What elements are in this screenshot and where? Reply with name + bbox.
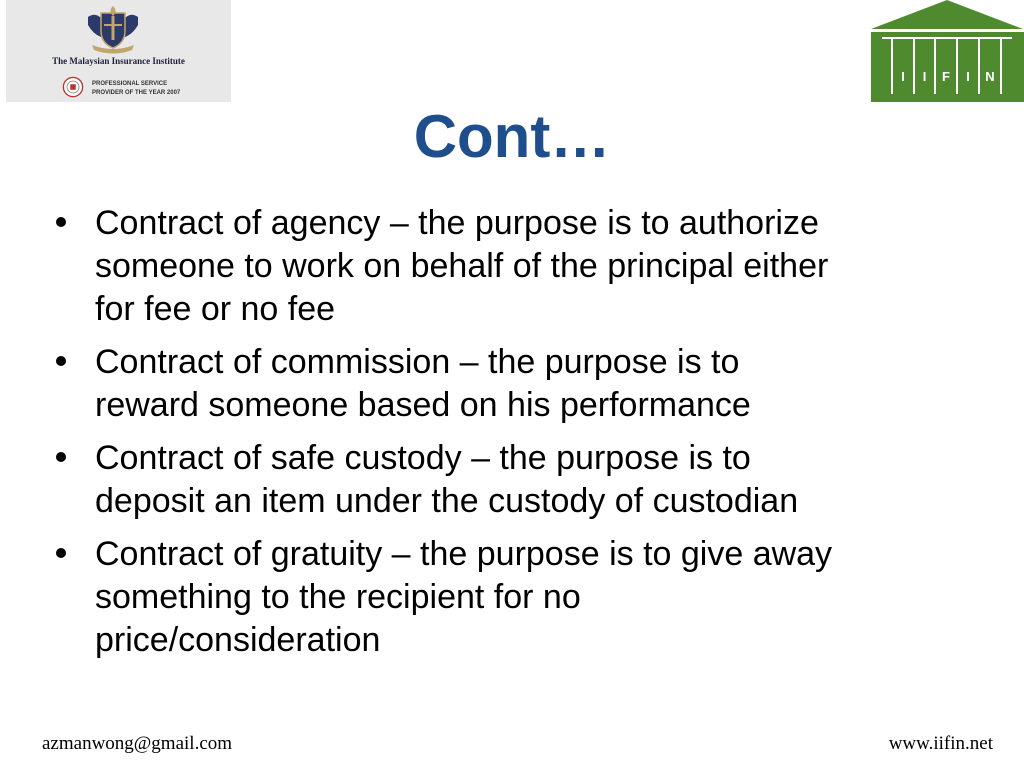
bullet-text-line: Contract of agency – the purpose is to authorize (95, 204, 819, 242)
slide-title: Cont… (413, 103, 611, 170)
bullet-item (0, 533, 1024, 662)
building-logo-icon (870, 0, 1024, 102)
bullet-text-line: price/consideration (95, 621, 381, 659)
mii-logo (6, 0, 231, 102)
footer-website: www.iifin.net (888, 733, 993, 754)
bullet-text-line: Contract of commission – the purpose is to (95, 343, 740, 381)
bullet-text-line: deposit an item under the custody of custodian (95, 482, 799, 520)
crest-icon (85, 3, 141, 55)
footer-email: azmanwong@gmail.com (42, 733, 233, 754)
mii-award-line: PROFESSIONAL SERVICE (92, 81, 168, 87)
iifin-roof (871, 0, 1023, 29)
bullet-item (0, 341, 1024, 427)
bullet-text-line: something to the recipient for no (95, 578, 581, 616)
iifin-letter: N (985, 69, 995, 84)
bullet-text-line: Contract of safe custody – the purpose is to (95, 439, 751, 477)
crest-left-wing (88, 15, 101, 37)
bullet-list (0, 202, 1024, 672)
bullet-dot-icon (56, 548, 66, 558)
bullet-text-line: someone to work on behalf of the principal either (95, 247, 829, 285)
mii-award-text (92, 80, 180, 97)
bullet-dot-icon (56, 356, 66, 366)
iifin-letter: F (942, 69, 950, 84)
iifin-letter: I (922, 69, 927, 84)
mii-award-line: PROVIDER OF THE YEAR 2007 (92, 89, 181, 96)
bullet-dot-icon (56, 217, 66, 227)
bullet-text-line: reward someone based on his performance (95, 386, 751, 424)
crest-right-wing (125, 15, 138, 37)
bullet-dot-icon (56, 452, 66, 462)
iifin-letter: I (966, 69, 970, 84)
iifin-letter: I (901, 69, 905, 84)
bullet-text-line: Contract of gratuity – the purpose is to give away (95, 535, 833, 573)
bullet-item (0, 437, 1024, 523)
award-seal-icon (62, 76, 84, 98)
bullet-item (0, 202, 1024, 331)
crest-torch (112, 16, 115, 40)
mii-logo-name: The Malaysian Insurance Institute (52, 56, 185, 66)
bullet-text-line: for fee or no fee (95, 290, 336, 328)
seal-center (70, 84, 76, 90)
